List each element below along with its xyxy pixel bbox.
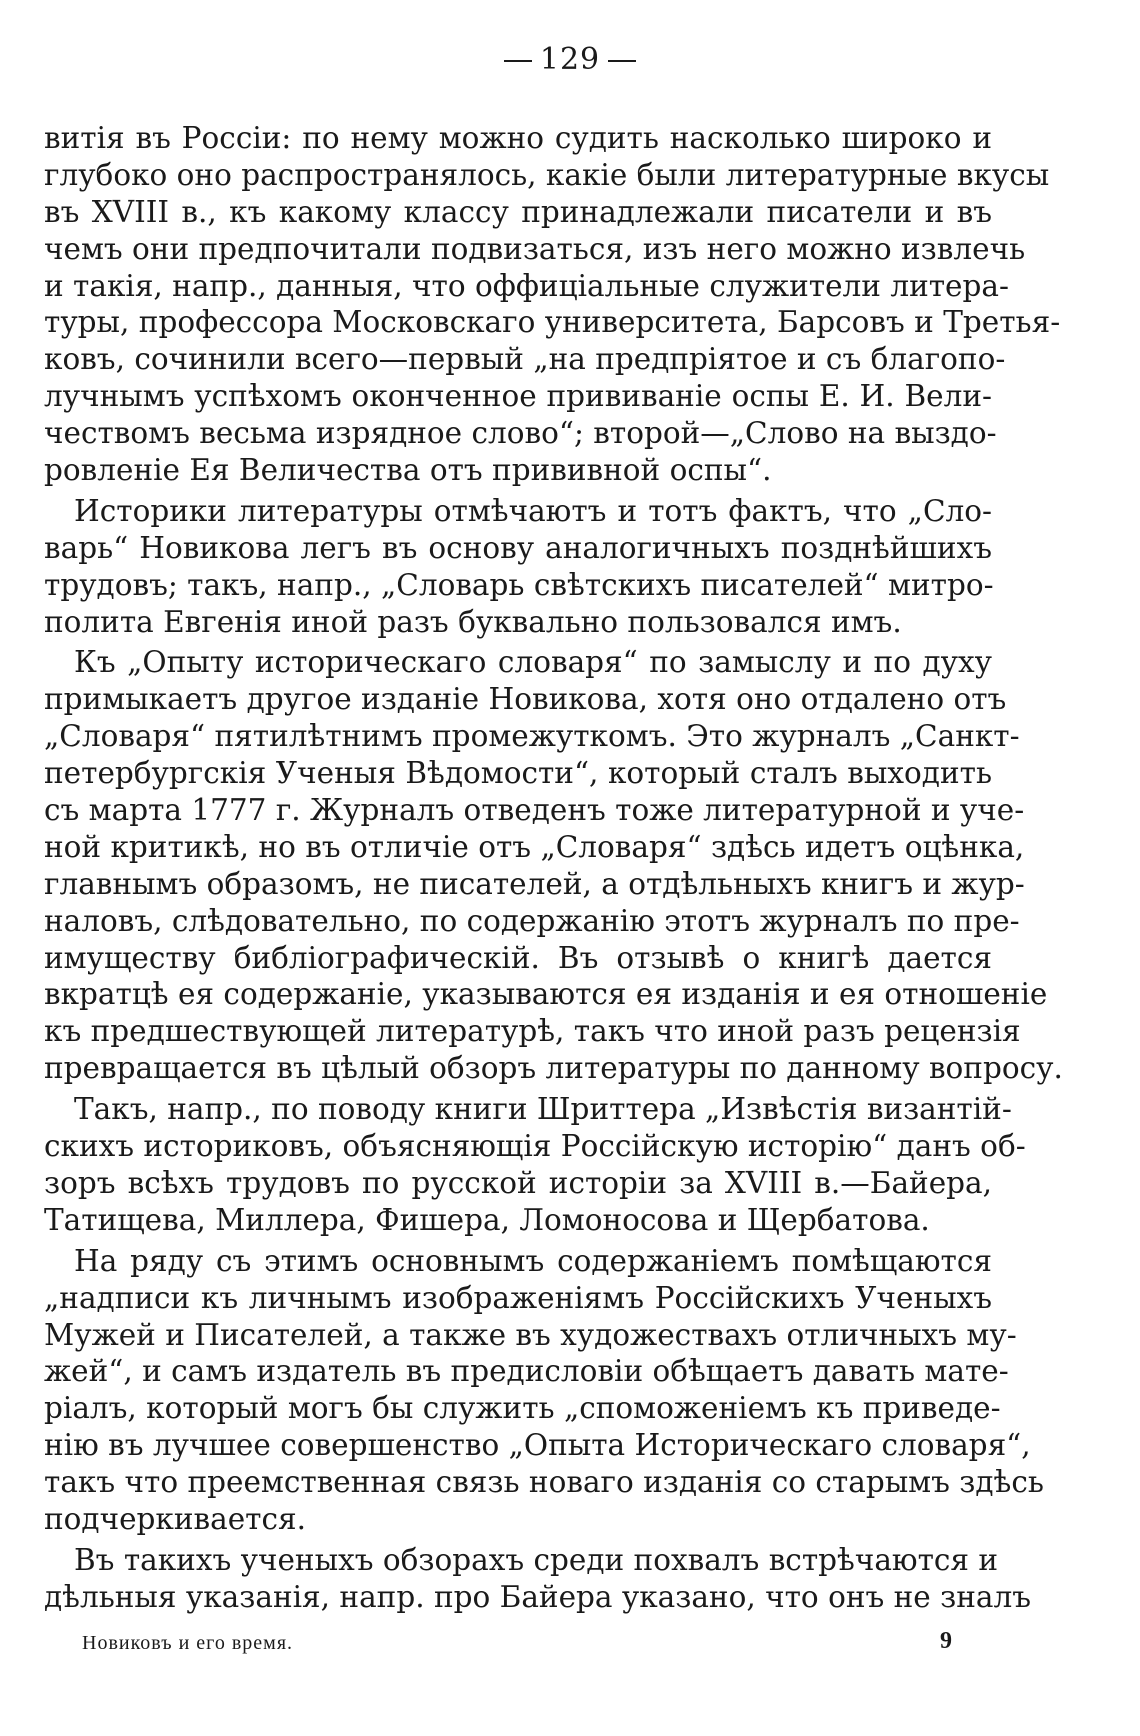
text-line: такъ что преемственная связь новаго изданія со старымъ здѣсь xyxy=(44,1465,1044,1500)
body-text xyxy=(44,120,1063,1616)
paragraph xyxy=(44,1542,1031,1616)
paragraph xyxy=(44,493,992,641)
text-line: подчеркивается. xyxy=(44,1501,307,1536)
text-line: Мужей и Писателей, а также въ художествахъ отличныхъ му- xyxy=(44,1317,1017,1352)
paragraph xyxy=(44,120,1061,489)
page-number: 129 xyxy=(539,42,601,77)
text-line: Татищева, Миллера, Фишера, Ломоносова и Щербатова. xyxy=(44,1202,930,1237)
header-dash-right xyxy=(608,60,636,62)
text-line: На ряду съ этимъ основнымъ содержаніемъ помѣщаются xyxy=(74,1243,992,1278)
text-line: ріалъ, который могъ бы служить „споможеніемъ къ приведе- xyxy=(44,1391,1001,1426)
text-line: Историки литературы отмѣчаютъ и тотъ фактъ, что „Сло- xyxy=(74,493,992,528)
text-line: „надписи къ личнымъ изображеніямъ Россійскихъ Ученыхъ xyxy=(44,1280,992,1315)
text-line: Къ „Опыту историческаго словаря“ по замыслу и по духу xyxy=(74,645,992,680)
text-line: имуществу библіографическій. Въ отзывѣ о книгѣ дается xyxy=(44,940,992,975)
text-line: лучнымъ успѣхомъ оконченное прививаніе оспы Е. И. Вели- xyxy=(44,379,992,414)
text-line: петербургскія Ученыя Вѣдомости“, который сталъ выходить xyxy=(44,756,992,791)
paragraph xyxy=(44,644,1063,1087)
text-line: „Словаря“ пятилѣтнимъ промежуткомъ. Это журналъ „Санкт- xyxy=(44,719,1020,754)
text-line: Въ такихъ ученыхъ обзорахъ среди похвалъ встрѣчаются и xyxy=(74,1542,999,1577)
text-line: чествомъ весьма изрядное слово“; второй—„Слово на выздо- xyxy=(44,416,997,451)
sheet-number: 9 xyxy=(940,1628,952,1654)
text-line: глубоко оно распространялось, какіе были литературные вкусы xyxy=(44,157,1050,192)
text-line: къ предшествующей литературѣ, такъ что иной разъ рецензія xyxy=(44,1014,1021,1049)
text-line: скихъ историковъ, объясняющія Россійскую исторію“ данъ об- xyxy=(44,1129,1026,1164)
text-line: и такія, напр., данныя, что оффиціальные служители литера- xyxy=(44,268,1009,303)
text-line: трудовъ; такъ, напр., „Словарь свѣтскихъ писателей“ митро- xyxy=(44,567,994,602)
text-line: наловъ, слѣдовательно, по содержанію этотъ журналъ по пре- xyxy=(44,903,1020,938)
text-line: ной критикѣ, но въ отличіе отъ „Словаря“ здѣсь идетъ оцѣнка, xyxy=(44,829,1025,864)
text-line: полита Евгенія иной разъ буквально пользовался имъ. xyxy=(44,604,902,639)
signature-line: Новиковъ и его время. xyxy=(82,1632,294,1654)
text-line: съ марта 1777 г. Журналъ отведенъ тоже литературной и уче- xyxy=(44,793,1025,828)
text-line: зоръ всѣхъ трудовъ по русской исторіи за XVIII в.—Байера, xyxy=(44,1165,992,1200)
text-line: варь“ Новикова легъ въ основу аналогичныхъ позднѣйшихъ xyxy=(44,530,992,565)
text-line: примыкаетъ другое изданіе Новикова, хотя оно отдалено отъ xyxy=(44,682,1007,717)
text-line: главнымъ образомъ, не писателей, а отдѣльныхъ книгъ и жур- xyxy=(44,866,1025,901)
header-dash-left xyxy=(504,60,532,62)
paragraph xyxy=(44,1243,1044,1538)
text-line: Такъ, напр., по поводу книги Шриттера „Извѣстія византій- xyxy=(74,1092,1012,1127)
text-line: ровленіе Ея Величества отъ прививной оспы“. xyxy=(44,453,772,488)
text-line: нію въ лучшее совершенство „Опыта Историческаго словаря“, xyxy=(44,1428,1031,1463)
text-line: вкратцѣ ея содержаніе, указываются ея изданія и ея отношеніе xyxy=(44,977,1048,1012)
text-line: жей“, и самъ издатель въ предисловіи обѣщаетъ давать мате- xyxy=(44,1354,1009,1389)
page-number-header xyxy=(0,42,1140,77)
text-line: витія въ Россіи: по нему можно судить насколько широко и xyxy=(44,121,992,155)
text-line: ковъ, сочинили всего—первый „на предпріятое и съ благопо- xyxy=(44,342,1006,377)
text-line: превращается въ цѣлый обзоръ литературы по данному вопросу. xyxy=(44,1051,1063,1086)
text-line: туры, профессора Московскаго университета, Барсовъ и Третья- xyxy=(44,305,1061,340)
paragraph xyxy=(44,1091,1026,1239)
text-line: чемъ они предпочитали подвизаться, изъ него можно извлечь xyxy=(44,231,1026,266)
text-line: въ XVIII в., къ какому классу принадлежали писатели и въ xyxy=(44,194,992,229)
text-line: дѣльныя указанія, напр. про Байера указано, что онъ не зналъ xyxy=(44,1579,1031,1614)
